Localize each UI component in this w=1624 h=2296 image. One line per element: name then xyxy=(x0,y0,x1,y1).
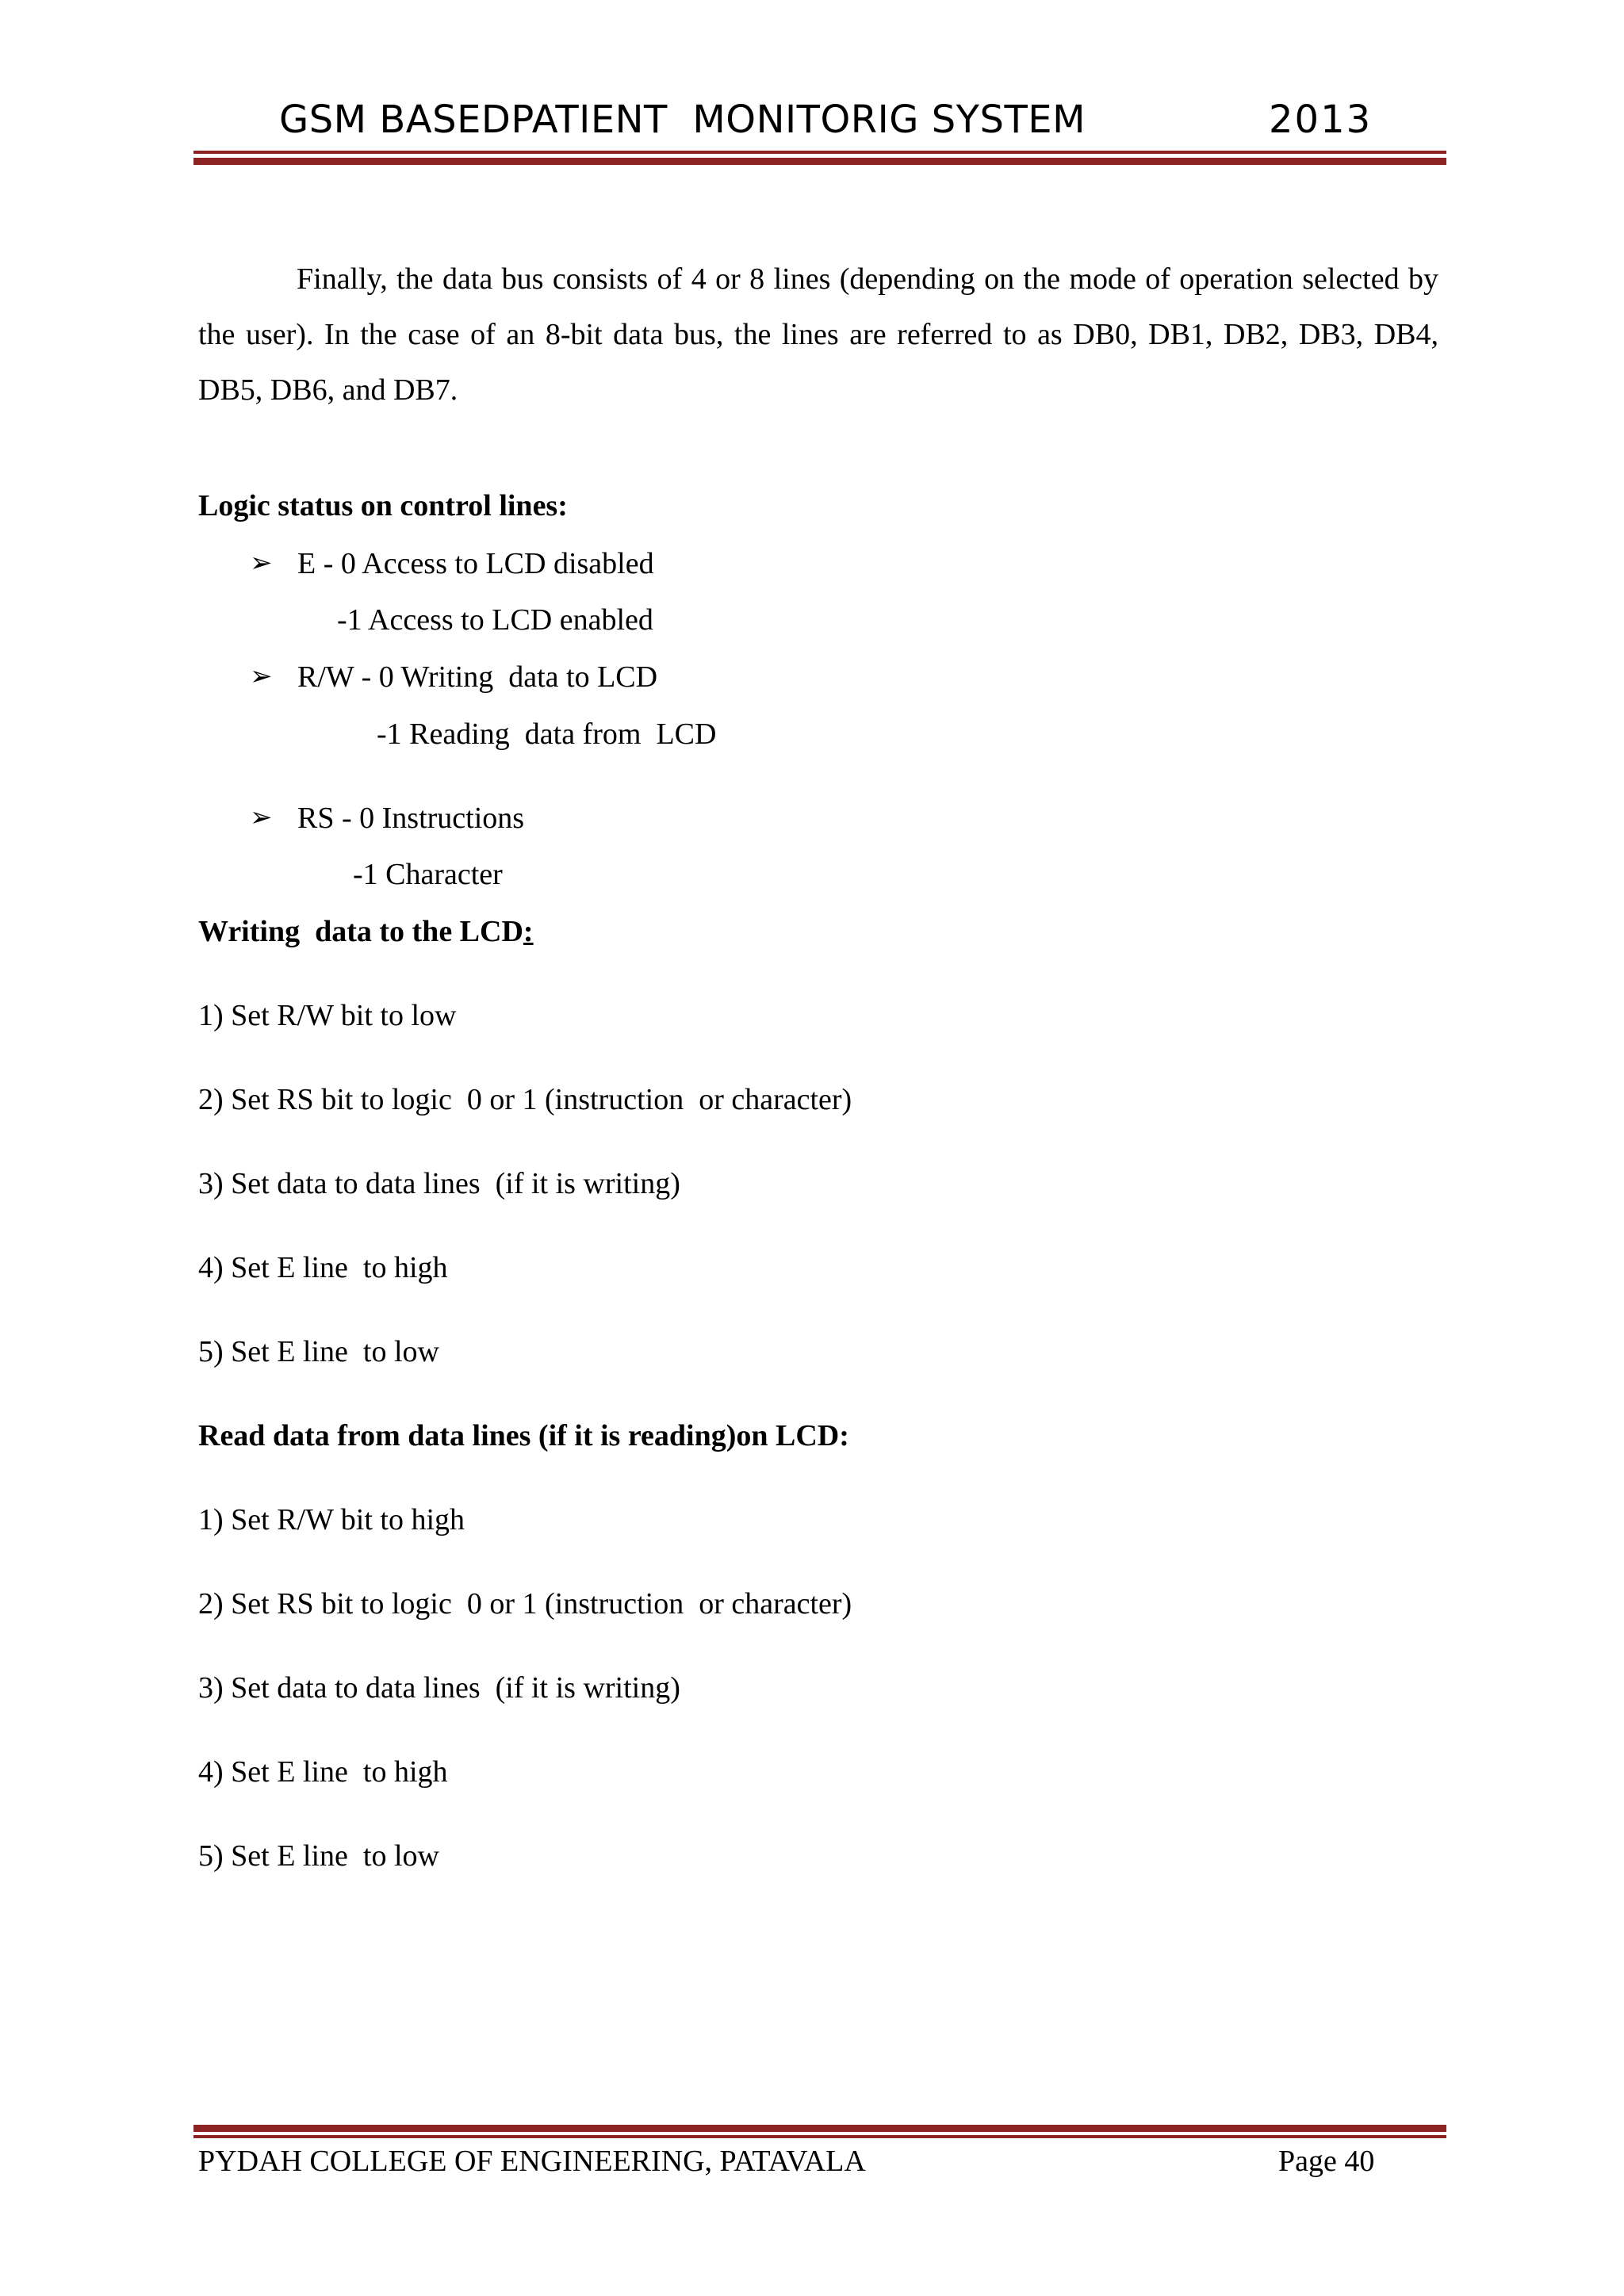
reading-step: 2) Set RS bit to logic 0 or 1 (instruction or character) xyxy=(198,1587,852,1621)
writing-step: 2) Set RS bit to logic 0 or 1 (instruction or character) xyxy=(198,1083,852,1116)
writing-heading xyxy=(198,913,534,950)
arrow-bullet-icon: ➢ xyxy=(250,803,273,832)
header-rule-thin xyxy=(193,151,1446,154)
reading-heading: Read data from data lines (if it is reading)on LCD: xyxy=(198,1419,849,1452)
footer-page-number: Page 40 xyxy=(1278,2145,1375,2178)
logic-item-rs-line0: RS - 0 Instructions xyxy=(297,802,525,835)
footer-rule-thick xyxy=(193,2125,1446,2132)
header-rule-thick xyxy=(193,158,1446,165)
logic-item-rw-line0: R/W - 0 Writing data to LCD xyxy=(297,660,658,694)
logic-status-heading: Logic status on control lines: xyxy=(198,489,568,522)
header-year: 2013 xyxy=(1269,98,1373,142)
arrow-bullet-icon: ➢ xyxy=(250,549,273,578)
logic-item-e-line1: -1 Access to LCD enabled xyxy=(337,603,653,637)
reading-step: 5) Set E line to low xyxy=(198,1839,439,1873)
header-title: GSM BASEDPATIENT MONITORIG SYSTEM xyxy=(279,98,1086,142)
writing-step: 1) Set R/W bit to low xyxy=(198,999,457,1032)
reading-step: 4) Set E line to high xyxy=(198,1755,448,1789)
writing-heading-colon: : xyxy=(523,915,534,948)
logic-item-e-line0: E - 0 Access to LCD disabled xyxy=(297,547,654,580)
reading-step: 1) Set R/W bit to high xyxy=(198,1503,465,1536)
logic-item-rw-line1: -1 Reading data from LCD xyxy=(377,718,717,751)
intro-paragraph-text: Finally, the data bus consists of 4 or 8 lines (depending on the mode of operation selected by the user). In the case of an 8-bit data bus, the lines are referred to as DB0, DB1, DB2, DB3, DB4, DB5, DB6, and DB7. xyxy=(198,262,1438,407)
writing-step: 5) Set E line to low xyxy=(198,1335,439,1368)
writing-heading-text: Writing data to the LCD xyxy=(198,915,523,948)
logic-item-rs-line1: -1 Character xyxy=(353,858,503,891)
arrow-bullet-icon: ➢ xyxy=(250,662,273,691)
footer-college: PYDAH COLLEGE OF ENGINEERING, PATAVALA xyxy=(198,2145,866,2178)
footer-rule-thin xyxy=(193,2135,1446,2138)
writing-step: 3) Set data to data lines (if it is writing) xyxy=(198,1167,680,1200)
reading-step: 3) Set data to data lines (if it is writing) xyxy=(198,1671,680,1705)
writing-step: 4) Set E line to high xyxy=(198,1251,448,1284)
intro-paragraph xyxy=(198,251,1438,418)
